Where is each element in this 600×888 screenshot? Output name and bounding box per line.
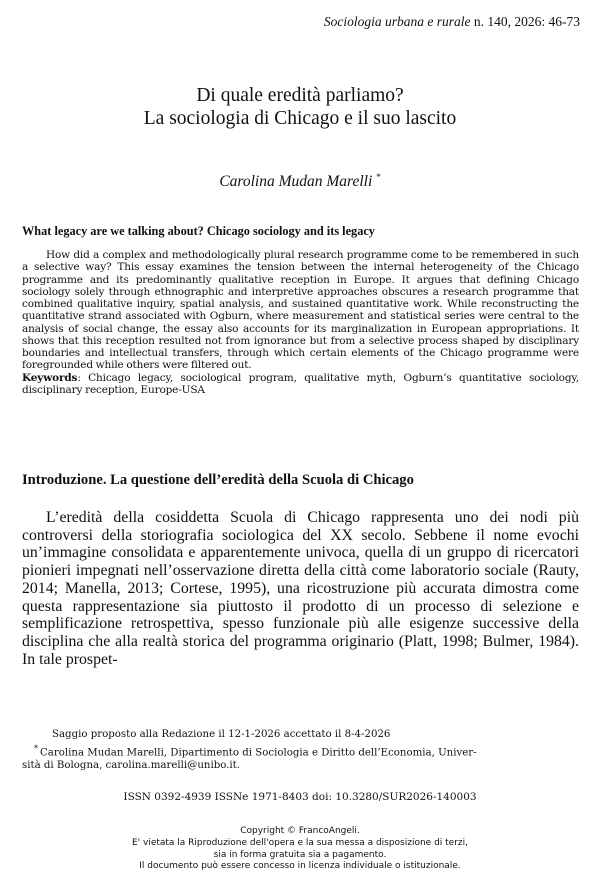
copyright-notice xyxy=(0,826,600,873)
title-line-2: La sociologia di Chicago e il suo lascito xyxy=(143,108,457,129)
body-text xyxy=(22,509,579,668)
author-name: Carolina Mudan Marelli xyxy=(219,173,373,191)
submission-note: Saggio proposto alla Redazione il 12-1-2026 accettato il 8-4-2026 xyxy=(52,729,391,740)
footnotes xyxy=(22,728,579,773)
journal-name: Sociologia urbana e rurale xyxy=(323,14,471,29)
affiliation-text-1: Carolina Mudan Marelli, Dipartimento di Sociologia e Diritto dell’Economia, Univer- xyxy=(40,746,477,758)
author-footnote-mark: * xyxy=(376,172,381,182)
english-title: What legacy are we talking about? Chicago sociology and its legacy xyxy=(22,224,375,238)
copyright-line-1: Copyright © FrancoAngeli. xyxy=(240,826,360,836)
keywords-label: Keywords xyxy=(22,371,78,384)
keywords-list: : Chicago legacy, sociological program, qualitative myth, Ogburn’s quantitative sociology, disciplinary reception, Europe-USA xyxy=(22,371,579,396)
author-affiliation-line-1 xyxy=(22,742,579,760)
keywords xyxy=(22,372,579,397)
author-affiliation-line-2: sità di Bologna, carolina.marelli@unibo.it. xyxy=(22,760,241,772)
issue-info: n. 140, 2026: 46-73 xyxy=(473,14,580,29)
affiliation-mark: * xyxy=(34,743,38,753)
issn-doi-line: ISSN 0392-4939 ISSNe 1971-8403 doi: 10.3280/SUR2026-140003 xyxy=(123,791,477,803)
copyright-line-4: Il documento può essere concesso in licenza individuale o istituzionale. xyxy=(139,861,461,872)
abstract xyxy=(22,249,579,396)
section-heading: Introduzione. La questione dell’eredità della Scuola di Chicago xyxy=(22,472,414,488)
abstract-text: How did a complex and methodologically plural research programme come to be remembered in such a selective way? This essay examines the tension between the internal heterogeneity of the Chicago programme and its predominantly qualitative reception in Europe. It argues that defining Chicago sociology solely through ethnographic and interpretive approaches obscures a research programme that combined qualitative inquiry, spatial analysis, and sustained quantitative work. While reconstructing the quantitative strand associated with Ogburn, where measurement and statistical series were central to the analysis of social change, the essay also accounts for its marginalization in European appropriations. It shows that this reception resulted not from ignorance but from a selective process shaped by disciplinary boundaries and intellectual transfers, through which certain elements of the Chicago programme were foregrounded while others were filtered out. xyxy=(22,249,579,372)
body-paragraph: L’eredità della cosiddetta Scuola di Chicago rappresenta uno dei nodi più controversi della storiografia sociologica del XX secolo. Sebbene il nome evochi un’immagine consolidata e apparentemente univoca, quella di un gruppo di ricercatori pionieri impegnati nell’osservazione diretta della città come laboratorio sociale (Rauty, 2014; Manella, 2013; Cortese, 1995), una ricostruzione più accurata dimostra come questa rappresentazione sia piuttosto il prodotto di un processo di selezione e semplificazione retrospettiva, spesso funzionale più alle esigenze successive della disciplina che alla realtà storica del programma originario (Platt, 1998; Bulmer, 1984). In tale prospet- xyxy=(22,509,579,668)
copyright-line-2: E' vietata la Riproduzione dell'opera e la sua messa a disposizione di terzi, xyxy=(131,837,469,848)
author-name-block xyxy=(0,172,600,191)
title-line-1: Di quale eredità parliamo? xyxy=(196,85,404,106)
article-title xyxy=(0,84,600,130)
copyright-line-3: sia in forma gratuita sia a pagamento. xyxy=(213,849,387,860)
running-header xyxy=(324,14,580,30)
